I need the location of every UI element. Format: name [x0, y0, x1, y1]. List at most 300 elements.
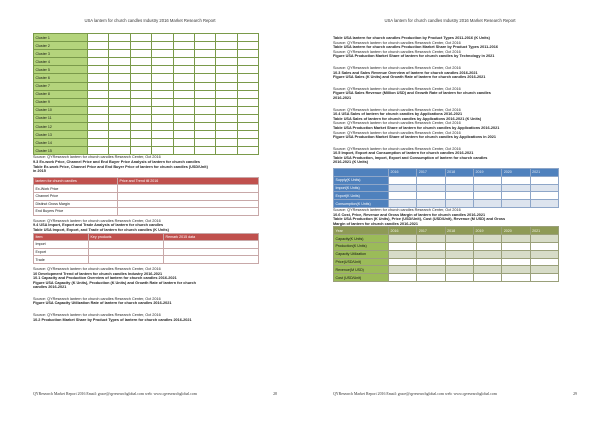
cost-price-row-label: Capacity Utilization	[334, 250, 389, 258]
cost-price-cell	[417, 274, 445, 282]
section-heading-10: 10 Development Trend of lantern for church candles Industry 2016-2021	[33, 271, 163, 276]
cost-price-row-label: Production(K Units)	[334, 243, 389, 251]
cluster-row	[34, 98, 259, 106]
import-export-cell	[502, 176, 530, 184]
cost-price-cell	[445, 266, 473, 274]
cluster-cell	[216, 34, 237, 42]
import-export-cell	[530, 176, 558, 184]
cost-price-cell	[445, 274, 473, 282]
section-heading-10-2: 10.2 Production Market Share by Product Types of lantern for church candles 2016-2021	[33, 317, 192, 322]
price-row	[34, 208, 259, 216]
cluster-cell	[194, 42, 215, 50]
cluster-cell	[130, 90, 151, 98]
cost-price-cell	[445, 235, 473, 243]
section-heading-9-4: 9.4 USA Import, Export and Trade Analysis of lantern for church candles	[33, 223, 164, 228]
cost-price-cell	[530, 258, 558, 266]
import-export-table	[333, 168, 559, 208]
cluster-cell	[194, 58, 215, 66]
cluster-cell	[173, 42, 194, 50]
cluster-cell	[194, 74, 215, 82]
cluster-cell	[88, 90, 109, 98]
page-footer	[333, 392, 583, 396]
cluster-cell	[173, 98, 194, 106]
cluster-cell	[216, 123, 237, 131]
cluster-cell	[109, 58, 130, 66]
cost-price-cell	[417, 250, 445, 258]
left-page-content	[33, 33, 263, 322]
cluster-cell	[237, 123, 258, 131]
import-export-cell	[389, 184, 417, 192]
right-page-content	[333, 36, 563, 282]
right-page	[300, 0, 600, 424]
cluster-cell	[216, 66, 237, 74]
cost-price-cell	[502, 274, 530, 282]
cluster-cell	[130, 147, 151, 155]
cluster-cell	[88, 42, 109, 50]
cluster-cell	[194, 123, 215, 131]
import-export-cell	[445, 176, 473, 184]
cost-price-header-cell: 2021	[530, 227, 558, 235]
cluster-cell	[130, 34, 151, 42]
cluster-cell	[88, 106, 109, 114]
import-export-row-label: Export(K Units)	[334, 192, 389, 200]
cluster-row	[34, 114, 259, 122]
import-export-cell	[445, 200, 473, 208]
cluster-cell	[88, 147, 109, 155]
cluster-cell	[130, 123, 151, 131]
cluster-cell	[88, 58, 109, 66]
cluster-cell	[173, 114, 194, 122]
cluster-cell	[130, 66, 151, 74]
trade-table	[33, 233, 259, 264]
cost-price-cell	[445, 250, 473, 258]
cluster-cell	[237, 34, 258, 42]
trade-header-cell: Key products	[89, 233, 164, 241]
cluster-cell	[173, 34, 194, 42]
cluster-cell	[109, 90, 130, 98]
section-heading-10-1: 10.1 Capacity and Production Overview of lantern for church candles 2016-2021	[33, 276, 177, 281]
source-note: Source: QYResearch lantern for church candles Research Center, Oct 2016	[333, 86, 461, 91]
cluster-cell	[109, 66, 130, 74]
cluster-cell	[194, 90, 215, 98]
price-row	[34, 200, 259, 208]
cost-price-cell	[502, 243, 530, 251]
cost-price-row	[334, 243, 559, 251]
cost-price-cell	[502, 266, 530, 274]
price-header-cell: Price and Trend till 2016	[118, 177, 259, 185]
table-title-production-share: Table USA lantern for church candles Production Market Share by Product Types 2011-2016	[333, 45, 498, 50]
cluster-cell	[237, 66, 258, 74]
cluster-cell	[216, 74, 237, 82]
cluster-row	[34, 34, 259, 42]
cost-price-cell	[473, 266, 501, 274]
table-title-trade: Table USA Import, Export, and Trade of lantern for church candles (K Units)	[33, 227, 169, 232]
cost-price-cell	[473, 243, 501, 251]
price-row	[34, 192, 259, 200]
cluster-cell	[152, 58, 173, 66]
cost-price-cell	[502, 250, 530, 258]
cluster-label: Cluster 13	[34, 131, 88, 139]
cluster-cell	[173, 58, 194, 66]
import-export-row	[334, 184, 559, 192]
import-export-cell	[502, 200, 530, 208]
cluster-cell	[109, 131, 130, 139]
cluster-cell	[237, 82, 258, 90]
cluster-cell	[130, 106, 151, 114]
import-export-header-cell: 2018	[445, 169, 473, 177]
table-title-import-export: Table USA Production, Import, Export and Consumption of lantern for church candles	[333, 155, 488, 160]
cluster-table	[33, 33, 259, 155]
cost-price-cell	[445, 258, 473, 266]
figure-title-capacity-cont: candles 2016-2021	[33, 285, 67, 290]
import-export-cell	[389, 192, 417, 200]
import-export-cell	[445, 184, 473, 192]
cluster-label: Cluster 2	[34, 42, 88, 50]
import-export-row-label: Import(K Units)	[334, 184, 389, 192]
cluster-row	[34, 139, 259, 147]
source-note: Source: QYResearch lantern for church candles Research Center, Oct 2016	[333, 49, 461, 54]
source-note: Source: QYResearch lantern for church candles Research Center, Oct 2016	[33, 155, 161, 160]
cost-price-cell	[530, 235, 558, 243]
cluster-label: Cluster 12	[34, 123, 88, 131]
cluster-cell	[237, 147, 258, 155]
cost-price-row	[334, 235, 559, 243]
trade-header-cell: Remark 2015 data	[164, 233, 259, 241]
trade-cell	[164, 248, 259, 256]
cluster-cell	[194, 131, 215, 139]
cluster-row	[34, 66, 259, 74]
cluster-label: Cluster 3	[34, 50, 88, 58]
price-row-label: Channel Price	[34, 192, 118, 200]
cluster-cell	[173, 74, 194, 82]
cluster-row	[34, 58, 259, 66]
cluster-cell	[88, 98, 109, 106]
table-title-production-type: Table USA lantern for church candles Production by Product Types 2011-2016 (K Units)	[333, 36, 490, 40]
import-export-cell	[417, 184, 445, 192]
cost-price-cell	[530, 243, 558, 251]
figure-title-utilization: Figure USA Capacity Utilization Rate of lantern for church candles 2016-2021	[33, 301, 172, 306]
price-table	[33, 177, 259, 216]
cluster-cell	[216, 90, 237, 98]
cluster-cell	[152, 74, 173, 82]
import-export-cell	[445, 192, 473, 200]
cluster-cell	[237, 74, 258, 82]
trade-cell	[89, 248, 164, 256]
cluster-cell	[109, 74, 130, 82]
cluster-cell	[109, 34, 130, 42]
source-note: Source: QYResearch lantern for church candles Research Center, Oct 2016	[333, 40, 461, 45]
cluster-cell	[194, 34, 215, 42]
cluster-cell	[152, 82, 173, 90]
page-header: USA lantern for church candles Industry 2016 Market Research Report	[84, 18, 216, 23]
cluster-cell	[216, 114, 237, 122]
cluster-cell	[216, 98, 237, 106]
cluster-row	[34, 90, 259, 98]
import-export-cell	[473, 192, 501, 200]
cluster-label: Cluster 5	[34, 66, 88, 74]
cost-price-row	[334, 258, 559, 266]
cluster-cell	[173, 50, 194, 58]
import-export-row	[334, 176, 559, 184]
trade-row	[34, 241, 259, 249]
table-title-sales-applications: Table USA Sales of lantern for church candles by Applications 2016-2021 (K Units)	[333, 116, 482, 121]
cost-price-row-label: Capacity(K Units)	[334, 235, 389, 243]
trade-cell	[89, 241, 164, 249]
cluster-cell	[237, 131, 258, 139]
price-row	[34, 185, 259, 193]
cluster-cell	[216, 131, 237, 139]
import-export-header-cell: 2016	[389, 169, 417, 177]
import-export-cell	[473, 200, 501, 208]
cluster-cell	[152, 90, 173, 98]
cluster-cell	[194, 106, 215, 114]
import-export-row-label: Supply(K Units)	[334, 176, 389, 184]
price-row-label: Distinct Gross Margin	[34, 200, 118, 208]
cluster-cell	[237, 114, 258, 122]
cluster-cell	[109, 106, 130, 114]
cluster-cell	[216, 82, 237, 90]
cluster-cell	[109, 82, 130, 90]
cost-price-table	[333, 226, 559, 282]
cost-price-header-cell: 2017	[417, 227, 445, 235]
cost-price-header-cell: 2016	[389, 227, 417, 235]
price-row-label: End Buyers Price	[34, 208, 118, 216]
import-export-row	[334, 192, 559, 200]
cluster-cell	[152, 147, 173, 155]
section-heading-10-6: 10.6 Cost, Price, Revenue and Gross Margin of lantern for church candles 2016-2021	[333, 212, 486, 217]
import-export-cell	[389, 200, 417, 208]
trade-cell	[89, 256, 164, 264]
import-export-header-cell: 2021	[530, 169, 558, 177]
cost-price-header-cell: Year	[334, 227, 389, 235]
cost-price-row-label: Revenue(M USD)	[334, 266, 389, 274]
cluster-cell	[109, 139, 130, 147]
cluster-cell	[194, 50, 215, 58]
cost-price-cell	[417, 243, 445, 251]
cluster-cell	[194, 114, 215, 122]
cost-price-cell	[417, 266, 445, 274]
import-export-header-cell	[334, 169, 389, 177]
cluster-cell	[194, 66, 215, 74]
trade-row	[34, 256, 259, 264]
cost-price-cell	[389, 266, 417, 274]
import-export-cell	[502, 192, 530, 200]
page-number: 28	[273, 392, 277, 396]
cost-price-cell	[473, 274, 501, 282]
cluster-cell	[130, 74, 151, 82]
footer-text: QYResearch Market Report 2016 Email: grace@qyresearchglobal.com web: www.qyresearchglobal.com	[33, 392, 197, 396]
figure-title-revenue: Figure USA Sales Revenue (Million USD) and Growth Rate of lantern for church candles	[333, 91, 491, 96]
trade-row-label: Export	[34, 248, 89, 256]
import-export-header-cell: 2017	[417, 169, 445, 177]
cluster-cell	[194, 98, 215, 106]
page-footer	[33, 392, 283, 396]
cost-price-cell	[473, 250, 501, 258]
cost-price-row	[334, 274, 559, 282]
import-export-cell	[417, 192, 445, 200]
cluster-cell	[152, 106, 173, 114]
trade-row-label: Trade	[34, 256, 89, 264]
price-row-label: Ex-Work Price	[34, 185, 118, 193]
figure-title-capacity: Figure USA Capacity (K Units), Production (K Units) and Growth Rate of lantern for church	[33, 280, 196, 285]
section-heading-10-3: 10.3 Sales and Sales Revenue Overview of lantern for church candles 2016-2021	[333, 70, 478, 75]
cluster-row	[34, 42, 259, 50]
cluster-cell	[130, 98, 151, 106]
cluster-row	[34, 147, 259, 155]
source-note: Source: QYResearch lantern for church candles Research Center, Oct 2016	[333, 146, 461, 151]
cluster-cell	[152, 66, 173, 74]
cluster-label: Cluster 1	[34, 34, 88, 42]
cost-price-cell	[502, 235, 530, 243]
cluster-label: Cluster 6	[34, 74, 88, 82]
source-note: Source: QYResearch lantern for church candles Research Center, Oct 2016	[33, 266, 161, 271]
cluster-label: Cluster 9	[34, 98, 88, 106]
section-heading-10-4: 10.4 USA Sales of lantern for church candles by Applications 2016-2021	[333, 112, 463, 117]
import-export-header-cell: 2020	[502, 169, 530, 177]
figure-title-share-applications: Figure USA Production Market Share of lantern for church candles by Applications in 2021	[333, 135, 497, 140]
cluster-label: Cluster 11	[34, 114, 88, 122]
cluster-cell	[109, 42, 130, 50]
trade-row	[34, 248, 259, 256]
import-export-cell	[417, 200, 445, 208]
cost-price-cell	[445, 243, 473, 251]
cluster-cell	[173, 123, 194, 131]
cluster-cell	[173, 147, 194, 155]
cost-price-cell	[530, 274, 558, 282]
source-note: Source: QYResearch lantern for church candles Research Center, Oct 2016	[333, 121, 461, 126]
cluster-cell	[237, 50, 258, 58]
cost-price-row-label: Price(USD/Unit)	[334, 258, 389, 266]
import-export-header-cell: 2019	[473, 169, 501, 177]
cluster-cell	[88, 123, 109, 131]
cost-price-cell	[473, 258, 501, 266]
cluster-label: Cluster 10	[34, 106, 88, 114]
import-export-cell	[530, 192, 558, 200]
cluster-cell	[152, 42, 173, 50]
table-title-import-export-cont: 2016-2021 (K Units)	[333, 160, 369, 165]
import-export-header	[334, 169, 559, 177]
source-note: Source: QYResearch lantern for church candles Research Center, Oct 2016	[33, 313, 161, 318]
cluster-cell	[173, 131, 194, 139]
trade-header-cell: Item	[34, 233, 89, 241]
cluster-cell	[173, 139, 194, 147]
cluster-row	[34, 131, 259, 139]
source-note: Source: QYResearch lantern for church candles Research Center, Oct 2016	[33, 218, 161, 223]
figure-title-sales: Figure USA Sales (K Units) and Growth Rate of lantern for church candles 2016-2021	[333, 75, 486, 80]
cost-price-cell	[473, 235, 501, 243]
cluster-row	[34, 50, 259, 58]
cluster-cell	[152, 98, 173, 106]
source-note: Source: QYResearch lantern for church candles Research Center, Oct 2016	[333, 208, 461, 213]
import-export-cell	[473, 176, 501, 184]
cluster-cell	[109, 114, 130, 122]
price-header-cell: lantern for church candles	[34, 177, 118, 185]
cluster-cell	[152, 34, 173, 42]
trade-cell	[164, 256, 259, 264]
price-value-cell	[118, 200, 259, 208]
cluster-cell	[88, 50, 109, 58]
cluster-cell	[130, 114, 151, 122]
cluster-cell	[237, 139, 258, 147]
table-title-price-cont: in 2015	[33, 169, 46, 174]
cost-price-cell	[389, 250, 417, 258]
price-table-header	[34, 177, 259, 185]
import-export-row	[334, 200, 559, 208]
cost-price-header-cell: 2018	[445, 227, 473, 235]
source-note: Source: QYResearch lantern for church candles Research Center, Oct 2016	[333, 107, 461, 112]
table-title-cost-price: Table USA Production (K Units), Price (USD/Unit), Cost (USD/Unit), Revenue (M USD) and Gross	[333, 217, 506, 222]
cluster-cell	[237, 98, 258, 106]
trade-table-header	[34, 233, 259, 241]
cluster-cell	[152, 131, 173, 139]
cluster-cell	[152, 123, 173, 131]
import-export-cell	[502, 184, 530, 192]
table-title-share-applications: Table USA Production Market Share of lantern for church candles by Applications 2016-2021	[333, 125, 500, 130]
cluster-row	[34, 74, 259, 82]
cluster-cell	[88, 139, 109, 147]
cluster-cell	[216, 147, 237, 155]
cluster-cell	[109, 123, 130, 131]
cluster-cell	[216, 139, 237, 147]
cluster-cell	[130, 139, 151, 147]
cluster-cell	[237, 42, 258, 50]
cluster-cell	[88, 74, 109, 82]
cluster-cell	[130, 58, 151, 66]
source-note: Source: QYResearch lantern for church candles Research Center, Oct 2016	[33, 296, 161, 301]
cluster-cell	[88, 66, 109, 74]
cost-price-cell	[417, 235, 445, 243]
cluster-cell	[237, 58, 258, 66]
cluster-cell	[130, 42, 151, 50]
cost-price-cell	[389, 274, 417, 282]
cost-price-cell	[530, 250, 558, 258]
cluster-cell	[109, 98, 130, 106]
cost-price-row	[334, 266, 559, 274]
cluster-cell	[88, 82, 109, 90]
source-note: Source: QYResearch lantern for church candles Research Center, Oct 2016	[333, 130, 461, 135]
price-value-cell	[118, 192, 259, 200]
table-title-cost-price-cont: Margin of lantern for church candles 2016-2021	[333, 221, 419, 226]
section-heading-10-5: 10.5 Import, Export and Consumption of lantern for church candles 2016-2021	[333, 151, 474, 156]
import-export-cell	[473, 184, 501, 192]
cluster-cell	[194, 139, 215, 147]
import-export-cell	[417, 176, 445, 184]
cluster-cell	[237, 106, 258, 114]
cluster-cell	[194, 147, 215, 155]
cluster-cell	[109, 50, 130, 58]
page-header: USA lantern for church candles Industry 2016 Market Research Report	[384, 18, 516, 23]
cluster-cell	[152, 139, 173, 147]
cost-price-row-label: Cost (USD/Unit)	[334, 274, 389, 282]
cluster-label: Cluster 15	[34, 147, 88, 155]
import-export-row-label: Consumption(K Units)	[334, 200, 389, 208]
cost-price-header	[334, 227, 559, 235]
cluster-cell	[216, 106, 237, 114]
cost-price-cell	[417, 258, 445, 266]
import-export-cell	[530, 184, 558, 192]
cost-price-cell	[389, 243, 417, 251]
cluster-cell	[237, 90, 258, 98]
cost-price-cell	[502, 258, 530, 266]
figure-title-production-share: Figure USA Production Market Share of lantern for church candles by Technology in 2021	[333, 54, 495, 59]
cost-price-cell	[530, 266, 558, 274]
cost-price-cell	[389, 258, 417, 266]
cost-price-header-cell: 2020	[502, 227, 530, 235]
cluster-cell	[152, 114, 173, 122]
figure-title-revenue-cont: 2016-2021	[333, 95, 352, 100]
cluster-cell	[88, 131, 109, 139]
cluster-cell	[173, 106, 194, 114]
